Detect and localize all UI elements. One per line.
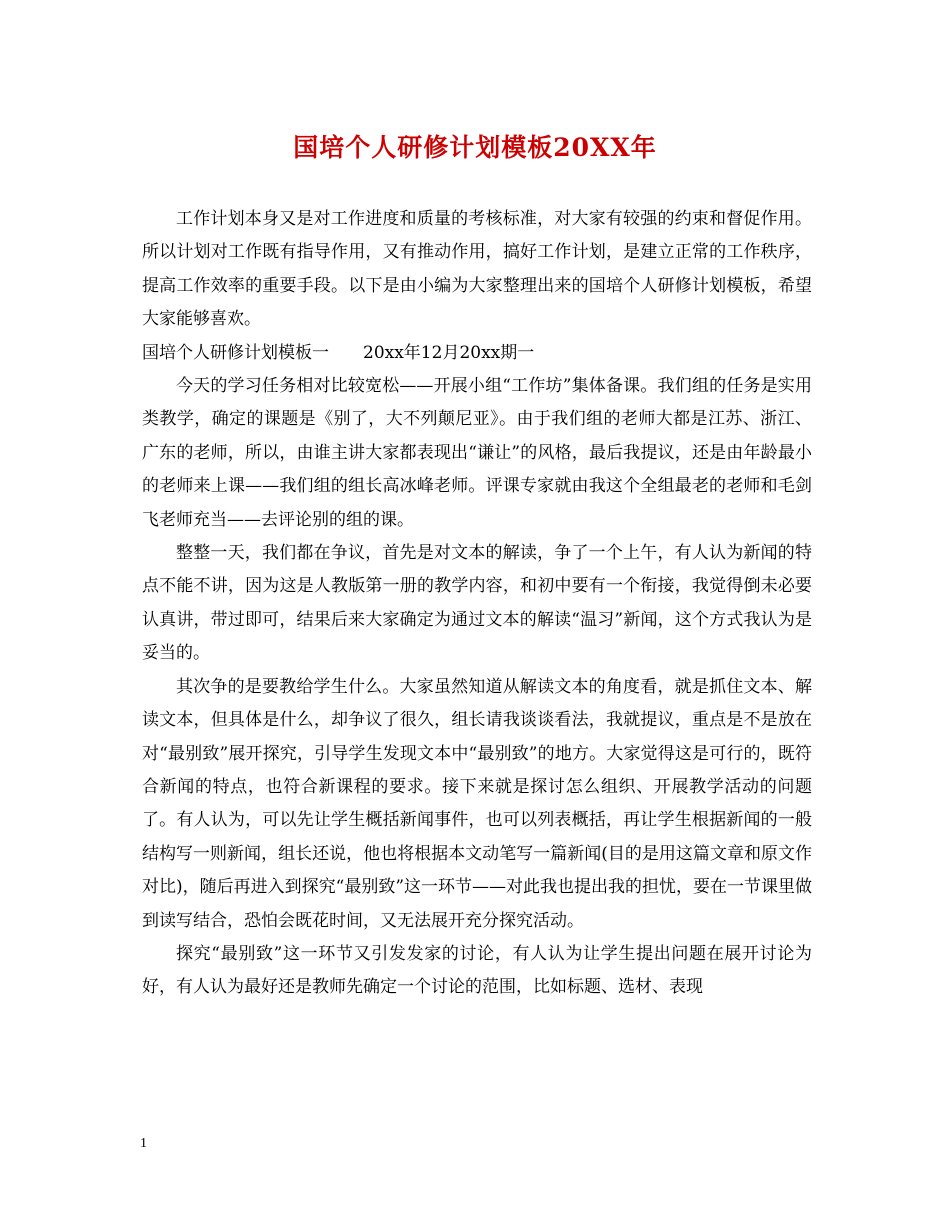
body-paragraph: 今天的学习任务相对比较宽松——开展小组“工作坊”集体备课。我们组的任务是实用类教学，确定的课题是《别了，大不列颠尼亚》。由于我们组的老师大都是江苏、浙江、广东的老师，所以，由谁主讲大家都表现出“谦让”的风格，最后我提议，还是由年龄最小的老师来上课——我们组的组长高冰峰老师。评课专家就由我这个全组最老的老师和毛剑飞老师充当——去评论别的组的课。 <box>142 376 812 530</box>
body-paragraph: 整整一天，我们都在争议，首先是对文本的解读，争了一个上午，有人认为新闻的特点不能不讲，因为这是人教版第一册的教学内容，和初中要有一个衔接，我觉得倒未必要认真讲，带过即可，结果后来大家确定为通过文本的解读“温习”新闻，这个方式我认为是妥当的。 <box>142 543 812 664</box>
intro-paragraph: 工作计划本身又是对工作进度和质量的考核标准，对大家有较强的约束和督促作用。所以计划对工作既有指导作用，又有推动作用，搞好工作计划，是建立正常的工作秩序，提高工作效率的重要手段。以下是由小编为大家整理出来的国培个人研修计划模板，希望大家能够喜欢。 <box>142 209 812 330</box>
body-paragraph: 其次争的是要教给学生什么。大家虽然知道从解读文本的角度看，就是抓住文本、解读文本，但具体是什么，却争议了很久，组长请我谈谈看法，我就提议，重点是不是放在对“最别致”展开探究，引导学生发现文本中“最别致”的地方。大家觉得这是可行的，既符合新闻的特点，也符合新课程的要求。接下来就是探讨怎么组织、开展教学活动的问题了。有人认为，可以先让学生概括新闻事件，也可以列表概括，再让学生根据新闻的一般结构写一则新闻，组长还说，他也将根据本文动笔写一篇新闻(目的是用这篇文章和原文作对比)，随后再进入到探究“最别致”这一环节——对此我也提出我的担忧，要在一节课里做到读写结合，恐怕会既花时间，又无法展开充分探究活动。 <box>142 676 813 931</box>
page-number: 1 <box>140 1136 147 1151</box>
body-paragraph: 探究“最别致”这一环节又引发发家的讨论，有人认为让学生提出问题在展开讨论为好，有人认为最好还是教师先确定一个讨论的范围，比如标题、选材、表现 <box>142 943 812 998</box>
section-heading: 国培个人研修计划模板一 20xx年12月20xx期一 <box>142 342 535 363</box>
document-body <box>142 203 812 1005</box>
document-title: 国培个人研修计划模板20XX年 <box>293 133 657 162</box>
